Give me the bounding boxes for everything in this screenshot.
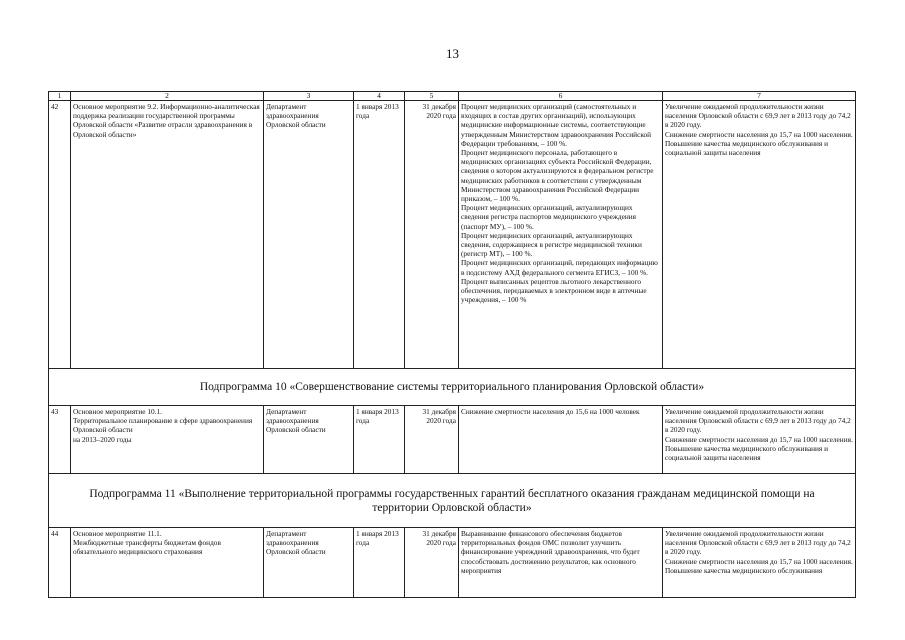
start-date-cell: 1 января 2013 года [354, 101, 405, 369]
column-header: 3 [264, 92, 354, 101]
indicators-cell [459, 101, 663, 369]
executor-cell: Департамент здравоохранения Орловской области [264, 528, 354, 598]
end-date-cell: 31 декабря 2020 года [405, 528, 459, 598]
result-text: Снижение смертности населения до 15,7 на 1000 населения. [665, 434, 853, 444]
row-number: 44 [49, 528, 71, 598]
results-cell [663, 528, 856, 598]
column-header: 6 [459, 92, 663, 101]
start-date-cell: 1 января 2013 года [354, 528, 405, 598]
column-header: 1 [49, 92, 71, 101]
results-cell [663, 406, 856, 474]
indicator-text: Процент медицинских организаций (самостоятельных и входящих в состав других организаций), использующих медицинские информационные системы, соответствующие утвержденным Министерством здравоохранения Российской Федерации требованиям, – 100 %. [461, 102, 652, 148]
column-header: 5 [405, 92, 459, 101]
result-text: Повышение качества медицинского обслуживания и социальной защиты населения [665, 138, 828, 158]
indicator-text: Процент медицинских организаций, актуализирующих сведения регистра паспортов медицинского учреждения (паспорт МУ), – 100 %. [461, 203, 637, 231]
result-text: Снижение смертности населения до 15,7 на 1000 населения. [665, 129, 853, 139]
program-measures-table [48, 91, 856, 598]
subprogram-row [49, 369, 856, 406]
subprogram-title: Подпрограмма 11 «Выполнение территориальной программы государственных гарантий бесплатного оказания гражданам медицинской помощи на территории Орловской области» [49, 474, 856, 528]
table-row [49, 528, 856, 598]
indicators-cell [459, 406, 663, 474]
end-date-cell: 31 декабря 2020 года [405, 406, 459, 474]
column-header: 4 [354, 92, 405, 101]
measure-cell: Основное мероприятие 10.1. Территориальное планирование в сфере здравоохранения Орловской области на 2013–2020 годы [71, 406, 264, 474]
result-text: Увеличение ожидаемой продолжительности жизни населения Орловской области с 69,9 лет в 2013 году до 74,2 в 2020 году. [665, 407, 851, 435]
measure-cell: Основное мероприятие 11.1. Межбюджетные трансферты бюджетам фондов обязательного медицинского страхования [71, 528, 264, 598]
column-header: 7 [663, 92, 856, 101]
table-row [49, 101, 856, 369]
executor-cell: Департамент здравоохранения Орловской области [264, 406, 354, 474]
subprogram-title: Подпрограмма 10 «Совершенствование системы территориального планирования Орловской области» [49, 369, 856, 406]
end-date-cell: 31 декабря 2020 года [405, 101, 459, 369]
subprogram-row [49, 474, 856, 528]
indicators-cell [459, 528, 663, 598]
column-header: 2 [71, 92, 264, 101]
page-number: 13 [446, 46, 459, 61]
result-text: Повышение качества медицинского обслуживания и социальной защиты населения [665, 443, 828, 463]
measure-cell: Основное мероприятие 9.2. Информационно-аналитическая поддержка реализации государственной программы Орловской области «Развитие отрасли здравоохранения в Орловской области» [71, 101, 264, 369]
indicator-text: Снижение смертности населения до 15,6 на 1000 человек [461, 407, 640, 416]
result-text: Снижение смертности населения до 15,7 на 1000 населения. [665, 556, 853, 566]
row-number: 42 [49, 101, 71, 369]
table-row [49, 406, 856, 474]
indicator-text: Процент медицинских организаций, актуализирующих сведения, содержащиеся в регистре медицинской техники (регистр МТ), – 100 %. [461, 230, 642, 259]
indicator-text: Процент медицинского персонала, работающего в медицинских организациях субъекта Российской Федерации, сведения о котором актуализируются в федеральном регистре медицинских работников в соответствии с утвержденным Министерством здравоохранения Российской Федерации приказом, – 100 %. [461, 148, 654, 204]
row-number: 43 [49, 406, 71, 474]
start-date-cell: 1 января 2013 года [354, 406, 405, 474]
result-text: Повышение качества медицинского обслуживания [665, 565, 823, 575]
result-text: Увеличение ожидаемой продолжительности жизни населения Орловской области с 69,9 лет в 2013 году до 74,2 в 2020 году. [665, 529, 851, 557]
indicator-text: Процент медицинских организаций, передающих информацию в подсистему АХД федерального сегмента ЕГИСЗ, – 100 %. [461, 258, 658, 277]
executor-cell: Департамент здравоохранения Орловской области [264, 101, 354, 369]
indicator-text: Процент выписанных рецептов льготного лекарственного обеспечения, передаваемых в электронном виде в аптечные учреждения, – 100 % [461, 276, 647, 305]
results-cell [663, 101, 856, 369]
indicator-text: Выравнивание финансового обеспечения бюджетов территориальных фондов ОМС позволит улучшить финансирование учреждений здравоохранения, что будет способствовать достижению результатов, как основного мероприятия [461, 529, 640, 575]
result-text: Увеличение ожидаемой продолжительности жизни населения Орловской области с 69,9 лет в 2013 году до 74,2 в 2020 году. [665, 102, 851, 130]
column-header-row [49, 92, 856, 101]
